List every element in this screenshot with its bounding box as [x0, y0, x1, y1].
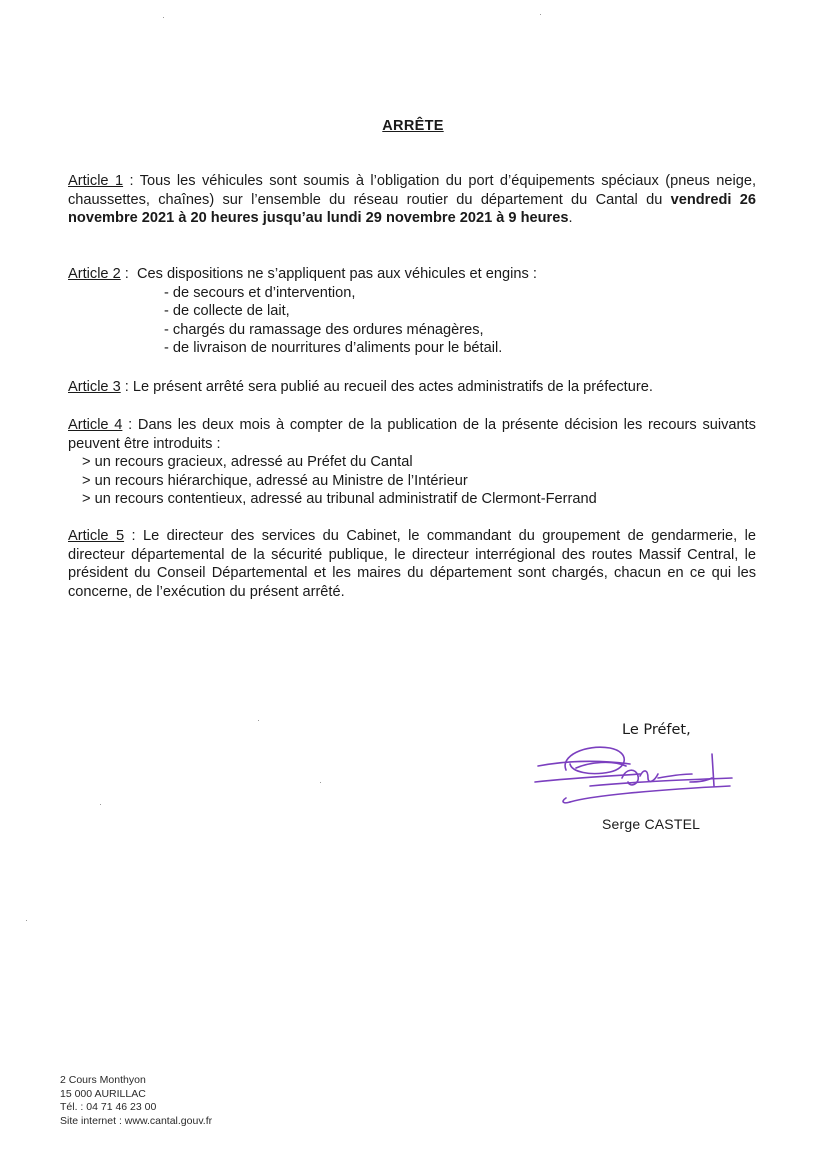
list-item: > un recours hiérarchique, adressé au Ministre de l’Intérieur [82, 472, 468, 489]
article-2-text: Ces dispositions ne s’appliquent pas aux véhicules et engins : [136, 266, 537, 282]
footer-line-phone: Tél. : 04 71 46 23 00 [60, 1101, 157, 1113]
speck [100, 804, 101, 805]
list-item: - chargés du ramassage des ordures ménagères, [164, 321, 484, 338]
signatory-name: Serge CASTEL [602, 816, 701, 832]
article-1-label: Article 1 [68, 173, 124, 189]
article-1-sep: : [123, 173, 140, 189]
article-1 [68, 172, 756, 228]
list-item: > un recours gracieux, adressé au Préfet du Cantal [82, 454, 413, 470]
article-5 [68, 527, 756, 601]
speck [258, 720, 259, 721]
signature-block [530, 720, 750, 840]
footer-line-city: 15 000 AURILLAC [60, 1087, 146, 1100]
footer-address [60, 1074, 212, 1128]
article-4-sep: : [122, 417, 138, 433]
speck [320, 782, 321, 783]
article-3 [68, 378, 756, 397]
speck [540, 14, 541, 15]
speck [26, 920, 27, 921]
article-1-text-end: . [568, 210, 573, 226]
article-4-list [68, 453, 756, 509]
article-2-sep: : [120, 266, 137, 282]
list-item: - de secours et d’intervention, [164, 284, 356, 301]
footer-line-website: Site internet : www.cantal.gouv.fr [60, 1114, 213, 1127]
list-item: - de livraison de nourritures d’aliments pour le bétail. [164, 340, 503, 356]
article-2-label: Article 2 [68, 266, 121, 282]
article-3-label: Article 3 [68, 379, 121, 395]
article-5-sep: : [124, 528, 143, 544]
article-4 [68, 416, 756, 509]
article-5-text: Le directeur des services du Cabinet, le commandant du groupement de gendarmerie, le directeur départemental de la sécurité publique, le directeur interrégional des routes Massif Central, le président du Conseil Départemental et les maires du département sont chargés, chacun en ce qui les concerne, de l’exécution du présent arrêté. [68, 528, 756, 600]
article-1-bold-period: vendredi 26 novembre 2021 à 20 heures jusqu’au lundi 29 novembre 2021 à 9 heures [68, 191, 756, 226]
list-item: - de collecte de lait, [164, 303, 290, 319]
handwritten-signature [530, 738, 740, 828]
article-3-text: Le présent arrêté sera publié au recueil des actes administratifs de la préfecture. [132, 379, 653, 395]
article-2 [68, 265, 756, 358]
article-4-label: Article 4 [68, 417, 123, 433]
footer-line-street: 2 Cours Monthyon [60, 1074, 146, 1086]
list-item: > un recours contentieux, adressé au tribunal administratif de Clermont-Ferrand [82, 491, 597, 507]
article-3-sep: : [120, 379, 133, 395]
document-title: ARRÊTE [382, 118, 444, 134]
speck [163, 17, 164, 18]
article-4-text: Dans les deux mois à compter de la publication de la présente décision les recours suivants peuvent être introduits : [68, 417, 756, 452]
article-1-text: Tous les véhicules sont soumis à l’obligation du port d’équipements spéciaux (pneus neige, chaussettes, chaînes) sur l’ensemble du réseau routier du département du Cantal du [68, 173, 757, 208]
article-5-label: Article 5 [68, 528, 125, 544]
article-2-list [68, 284, 756, 358]
signatory-title: Le Préfet, [622, 722, 691, 738]
